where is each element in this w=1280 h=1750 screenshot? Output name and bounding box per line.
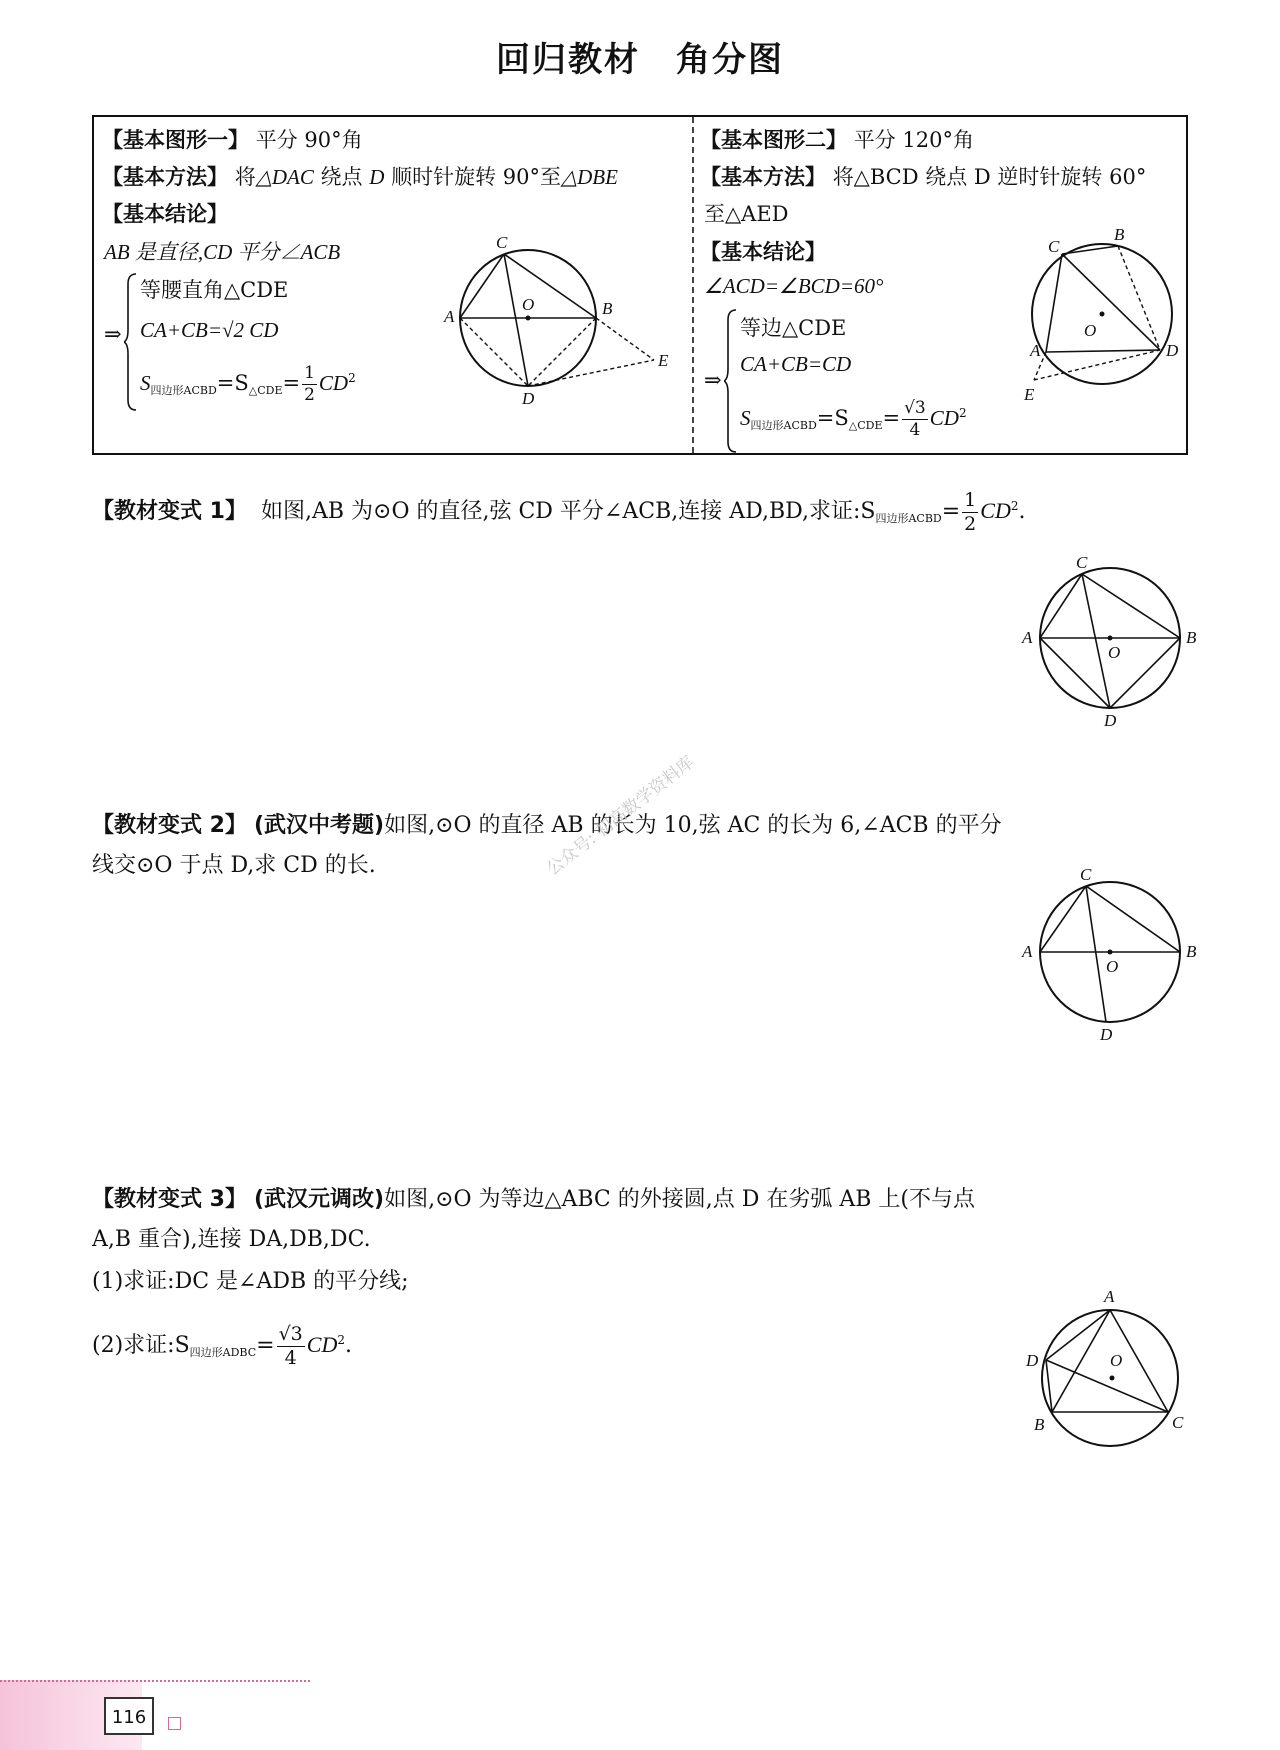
- label-C-2: C: [1048, 237, 1060, 256]
- question-1: 【教材变式 1】 如图,AB 为⊙O 的直径,弦 CD 平分∠ACB,连接 AD,BD,求证$:S_{四边形ACBD}=$ $\frac{1}{2}$ $CD^2$.: [92, 488, 1026, 535]
- right-brace: [724, 308, 738, 454]
- figure-q1: [1010, 548, 1210, 728]
- label-q1-D: D: [1104, 711, 1117, 728]
- label-q3-C: C: [1172, 1413, 1184, 1432]
- left-brace: [124, 272, 138, 412]
- label-A-2: A: [1030, 341, 1041, 360]
- box-divider: [692, 117, 694, 453]
- left-heading-2: 【基本方法】 将△DAC 绕点 D 顺时针旋转 90°至△DBE: [102, 165, 618, 189]
- question-2-line-2: 线交⊙O 于点 D,求 CD 的长.: [92, 853, 376, 878]
- page-title: 回归教材 角分图: [496, 40, 784, 80]
- right-heading-2: 【基本方法】 将△BCD 绕点 D 逆时针旋转 60°: [700, 165, 1147, 189]
- right-heading-3: 【基本结论】: [700, 240, 826, 264]
- page-square-icon: [168, 1717, 181, 1730]
- label-C: C: [496, 233, 508, 252]
- label-q3-D: D: [1026, 1351, 1039, 1370]
- question-2-line-1: 【教材变式 2】 (武汉中考题)如图,⊙O 的直径 AB 的长为 10,弦 AC 的长为 6,∠ACB 的平分: [92, 813, 1002, 838]
- question-3-line-2: A,B 重合),连接 DA,DB,DC.: [92, 1227, 371, 1252]
- label-D-2: D: [1166, 341, 1179, 360]
- label-E: E: [658, 351, 669, 370]
- left-premise: AB 是直径,CD 平分∠ACB: [104, 240, 341, 264]
- left-conclusion-3: $S_{四边形ACBD}=S_{\triangle CDE}=$ $\frac{1}{2}$ $CD^2$: [140, 363, 356, 405]
- figure-q3: [1010, 1280, 1210, 1460]
- page-number: 116: [104, 1697, 154, 1735]
- label-q1-B: B: [1186, 628, 1197, 647]
- label-q2-D: D: [1100, 1025, 1113, 1042]
- left-conclusion-2: CA+CB=√2 CD: [140, 318, 279, 342]
- label-q1-O: O: [1108, 643, 1121, 662]
- label-q3-O: O: [1110, 1351, 1123, 1370]
- label-B: B: [602, 299, 613, 318]
- right-conclusion-3: $S_{四边形ACBD}=S_{\triangle CDE}=$ $\frac{√3}{4}$ $CD^2$: [740, 398, 967, 440]
- right-conclusion-2: CA+CB=CD: [740, 352, 852, 376]
- label-q2-A: A: [1022, 942, 1033, 961]
- figure-basic-2: [1010, 226, 1185, 426]
- label-q1-C: C: [1076, 553, 1088, 572]
- right-premise: ∠ACD=∠BCD=60°: [704, 274, 884, 298]
- label-B-2: B: [1114, 226, 1125, 244]
- label-q3-A: A: [1104, 1287, 1115, 1306]
- left-heading-1: 【基本图形一】 平分 90°角: [102, 128, 363, 152]
- label-q2-B: B: [1186, 942, 1197, 961]
- right-heading-2-cont: 至△AED: [704, 202, 789, 226]
- question-3-part-2: (2)求证$:S_{四边形ADBC}=$ $\frac{√3}{4}$ $CD^2$.: [92, 1322, 352, 1369]
- label-q2-O: O: [1106, 957, 1119, 976]
- left-heading-3: 【基本结论】: [102, 202, 228, 226]
- label-q3-B: B: [1034, 1415, 1045, 1434]
- label-O-2: O: [1084, 321, 1097, 340]
- watermark: 公众号: 初高数学资料库: [543, 752, 699, 880]
- right-implies-arrow: ⇒: [704, 368, 722, 392]
- right-heading-1: 【基本图形二】 平分 120°角: [700, 128, 974, 152]
- label-D: D: [522, 389, 535, 408]
- left-conclusion-1: 等腰直角△CDE: [140, 278, 289, 302]
- figure-q2: [1010, 862, 1210, 1042]
- right-conclusion-1: 等边△CDE: [740, 316, 847, 340]
- label-A: A: [444, 307, 455, 326]
- question-3-part-1: (1)求证:DC 是∠ADB 的平分线;: [92, 1269, 409, 1294]
- label-q1-A: A: [1022, 628, 1033, 647]
- left-implies-arrow: ⇒: [104, 322, 122, 346]
- label-O: O: [522, 295, 535, 314]
- page-footer-line: [0, 1680, 310, 1682]
- label-E-2: E: [1024, 385, 1035, 404]
- figure-basic-1: [440, 232, 670, 412]
- question-3-line-1: 【教材变式 3】 (武汉元调改)如图,⊙O 为等边△ABC 的外接圆,点 D 在劣弧 AB 上(不与点: [92, 1187, 976, 1212]
- label-q2-C: C: [1080, 865, 1092, 884]
